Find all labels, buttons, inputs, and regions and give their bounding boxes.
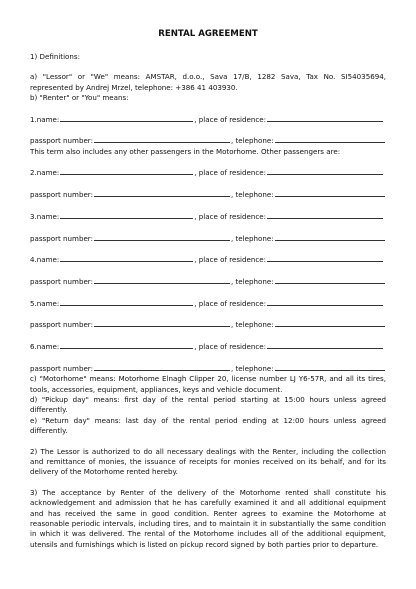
person-5-name-row: [30, 298, 386, 309]
person-2-passport-field[interactable]: [94, 189, 230, 197]
person-6-passport-row: [30, 363, 386, 374]
person-4-passport-field[interactable]: [94, 276, 230, 284]
person-3-telephone-label: , telephone:: [231, 233, 274, 243]
person-2-passport-label: passport number:: [30, 190, 93, 200]
person-3-residence-label: , place of residence:: [194, 211, 267, 221]
person-6-name-field[interactable]: [60, 341, 193, 349]
person-2-residence-field[interactable]: [267, 167, 383, 175]
person-4-name-field[interactable]: [60, 254, 193, 262]
renter-definition: b) "Renter" or "You" means:: [30, 93, 129, 103]
person-1-telephone-field[interactable]: [275, 135, 385, 143]
person-5-residence-field[interactable]: [267, 298, 383, 306]
person-1-passport-field[interactable]: [94, 135, 230, 143]
person-2-name-row: [30, 167, 386, 178]
person-2-name-field[interactable]: [60, 167, 193, 175]
person-2-residence-label: , place of residence:: [194, 168, 267, 178]
person-4-residence-field[interactable]: [267, 254, 383, 262]
person-5-telephone-field[interactable]: [275, 319, 385, 327]
person-6-telephone-field[interactable]: [275, 363, 385, 371]
person-4-telephone-field[interactable]: [275, 276, 385, 284]
person-4-name-row: [30, 254, 386, 265]
person-1-passport-label: passport number:: [30, 136, 93, 146]
person-3-name-field[interactable]: [60, 211, 193, 219]
person-1-residence-label: , place of residence:: [194, 114, 267, 124]
person-3-passport-field[interactable]: [94, 233, 230, 241]
person-5-passport-row: [30, 319, 386, 330]
person-6-residence-label: , place of residence:: [194, 342, 267, 352]
person-3-name-row: [30, 211, 386, 222]
person-1-name-row: [30, 114, 386, 125]
person-4-name-label: 4.name:: [30, 255, 60, 265]
pickup-day-definition: d) "Pickup day" means: first day of the rental period starting at 15:00 hours unless agreed differently.: [30, 394, 386, 415]
person-3-telephone-field[interactable]: [275, 233, 385, 241]
person-2-passport-row: [30, 189, 386, 200]
person-4-residence-label: , place of residence:: [194, 255, 267, 265]
person-1-name-field[interactable]: [60, 114, 193, 122]
person-6-passport-field[interactable]: [94, 363, 230, 371]
person-6-residence-field[interactable]: [267, 341, 383, 349]
lessor-definition: a) "Lessor" or "We" means: AMSTAR, d.o.o., Sava 17/B, 1282 Sava, Tax No. SI54035694, represented by Andrej Mrzel, telephone: +386 41 403930.: [30, 72, 386, 92]
person-4-telephone-label: , telephone:: [231, 276, 274, 286]
person-5-name-field[interactable]: [60, 298, 193, 306]
clause-3: 3) The acceptance by Renter of the delivery of the Motorhome rented shall constitute his acknowledgement and admission that he has carefully examined it and all additional equipment and has received the same in good condition. Renter agrees to examine the Motorhome at reasonable periodic intervals, including tires, and to maintain it in substantially the same condition in which it was delivered. The rental of the Motorhome includes all of the additional equipment, utensils and furnishings which is listed on pickup record signed by both parties prior to departure.: [30, 487, 386, 549]
return-day-definition: e) "Return day" means: last day of the rental period ending at 12:00 hours unless agreed differently.: [30, 415, 386, 436]
document-title: RENTAL AGREEMENT: [158, 29, 258, 39]
person-5-telephone-label: , telephone:: [231, 320, 274, 330]
person-6-passport-label: passport number:: [30, 363, 93, 373]
definitions-heading: 1) Definitions:: [30, 52, 80, 61]
person-6-name-label: 6.name:: [30, 342, 60, 352]
person-5-passport-field[interactable]: [94, 319, 230, 327]
person-3-passport-label: passport number:: [30, 233, 93, 243]
person-2-name-label: 2.name:: [30, 168, 60, 178]
person-5-residence-label: , place of residence:: [194, 298, 267, 308]
person-3-residence-field[interactable]: [267, 211, 383, 219]
person-2-telephone-label: , telephone:: [231, 190, 274, 200]
person-3-passport-row: [30, 233, 386, 244]
person-5-passport-label: passport number:: [30, 320, 93, 330]
person-1-residence-field[interactable]: [267, 114, 383, 122]
clause-2: 2) The Lessor is authorized to do all necessary dealings with the Renter, including the collection and remittance of monies, the issuance of receipts for monies received on its behalf, and for its delivery of the Motorhome rented hereby.: [30, 446, 386, 477]
person-1-name-label: 1.name:: [30, 114, 60, 124]
person-3-name-label: 3.name:: [30, 211, 60, 221]
person-1-telephone-label: , telephone:: [231, 136, 274, 146]
motorhome-definition: c) "Motorhome" means: Motorhome Elnagh Clipper 20, license number LJ Y6-57R, and all its tires, tools, accessories, equipment, appliances, keys and vehicle document.: [30, 374, 386, 394]
person-6-name-row: [30, 341, 386, 352]
person-4-passport-label: passport number:: [30, 276, 93, 286]
person-2-telephone-field[interactable]: [275, 189, 385, 197]
person-4-passport-row: [30, 276, 386, 287]
other-passengers-note: This term also includes any other passengers in the Motorhome. Other passengers are:: [30, 146, 341, 156]
person-1-passport-row: [30, 135, 386, 146]
person-6-telephone-label: , telephone:: [231, 363, 274, 373]
person-5-name-label: 5.name:: [30, 298, 60, 308]
